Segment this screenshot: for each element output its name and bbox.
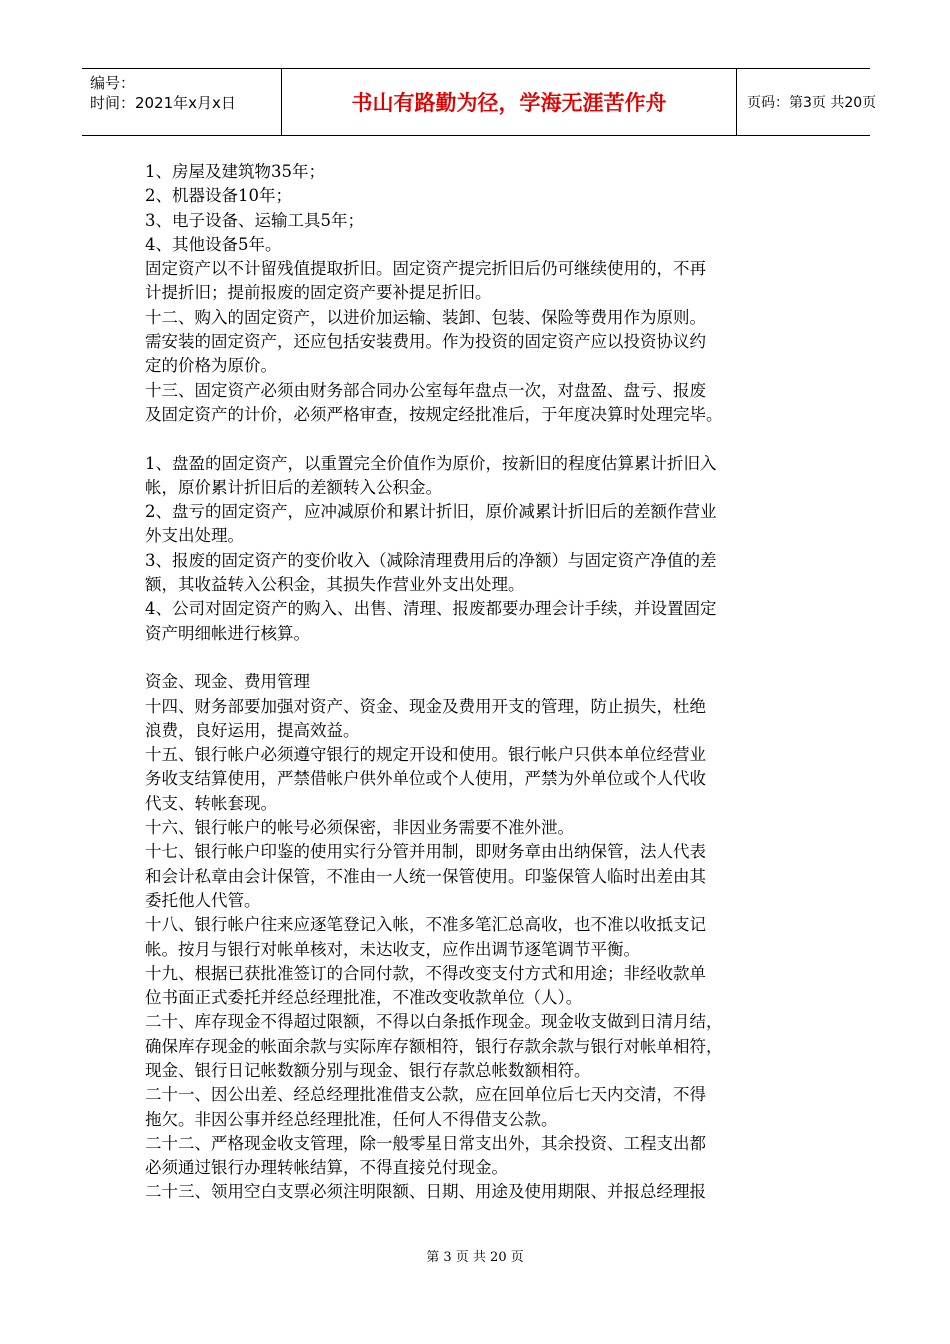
text-line: 十四、财务部要加强对资产、资金、现金及费用开支的管理，防止损失，杜绝 bbox=[145, 696, 706, 716]
text-line: 现金、银行日记帐数额分别与现金、银行存款总帐数额相符。 bbox=[145, 1060, 591, 1080]
text-line: 3、电子设备、运输工具5年； bbox=[145, 210, 364, 230]
text-line: 二十三、领用空白支票必须注明限额、日期、用途及使用期限、并报总经理报 bbox=[145, 1182, 706, 1202]
document-date-label: 时间：2021年x月x日 bbox=[90, 94, 236, 112]
text-line: 十七、银行帐户印鉴的使用实行分管并用制，即财务章由出纳保管，法人代表 bbox=[145, 842, 706, 862]
text-line: 计提折旧；提前报废的固定资产要补提足折旧。 bbox=[145, 283, 492, 303]
text-line: 和会计私章由会计保管，不准由一人统一保管使用。印鉴保管人临时出差由其 bbox=[145, 866, 706, 886]
text-line: 资产明细帐进行核算。 bbox=[145, 623, 310, 643]
text-line: 委托他人代管。 bbox=[145, 890, 261, 910]
header-slogan: 书山有路勤为径，学海无涯苦作舟 bbox=[282, 69, 737, 135]
text-line: 2、机器设备10年； bbox=[145, 186, 292, 206]
text-line: 务收支结算使用，严禁借帐户供外单位或个人使用，严禁为外单位或个人代收 bbox=[145, 769, 706, 789]
text-line: 十三、固定资产必须由财务部合同办公室每年盘点一次，对盘盈、盘亏、报废 bbox=[145, 380, 706, 400]
text-line: 帐。按月与银行对帐单核对，未达收支，应作出调节逐笔调节平衡。 bbox=[145, 939, 640, 959]
text-line: 帐，原价累计折旧后的差额转入公积金。 bbox=[145, 477, 442, 497]
text-line: 1、房屋及建筑物35年； bbox=[145, 162, 325, 181]
text-line: 定的价格为原价。 bbox=[145, 356, 277, 376]
text-line: 2、盘亏的固定资产，应冲减原价和累计折旧，原价减累计折旧后的差额作营业 bbox=[145, 502, 717, 522]
page-footer: 第 3 页 共 20 页 bbox=[426, 1250, 524, 1265]
blank-line bbox=[145, 427, 807, 451]
text-line: 资金、现金、费用管理 bbox=[145, 672, 310, 692]
text-line: 二十、库存现金不得超过限额，不得以白条抵作现金。现金收支做到日清月结， bbox=[145, 1012, 723, 1032]
text-line: 及固定资产的计价，必须严格审查，按规定经批准后，于年度决算时处理完毕。 bbox=[145, 404, 723, 424]
text-line: 十八、银行帐户往来应逐笔登记入帐，不准多笔汇总高收，也不准以收抵支记 bbox=[145, 915, 706, 935]
text-line: 额，其收益转入公积金，其损失作营业外支出处理。 bbox=[145, 575, 525, 595]
text-line: 4、其他设备5年。 bbox=[145, 234, 282, 254]
text-line: 十六、银行帐户的帐号必须保密，非因业务需要不准外泄。 bbox=[145, 818, 574, 838]
page-header bbox=[82, 68, 877, 136]
text-line: 二十一、因公出差、经总经理批准借支公款，应在回单位后七天内交清，不得 bbox=[145, 1085, 706, 1105]
text-line: 代支、转帐套现。 bbox=[145, 793, 277, 813]
text-line: 固定资产以不计留残值提取折旧。固定资产提完折旧后仍可继续使用的，不再 bbox=[145, 259, 706, 279]
text-line: 十五、银行帐户必须遵守银行的规定开设和使用。银行帐户只供本单位经营业 bbox=[145, 745, 706, 765]
text-line: 3、报废的固定资产的变价收入（减除清理费用后的净额）与固定资产净值的差 bbox=[145, 550, 717, 570]
blank-line bbox=[145, 646, 807, 670]
text-line: 二十二、严格现金收支管理，除一般零星日常支出外，其余投资、工程支出都 bbox=[145, 1133, 706, 1153]
text-line: 十二、购入的固定资产，以进价加运输、装卸、包装、保险等费用作为原则。 bbox=[145, 307, 706, 327]
header-page-info: 页码：第3页 共20页 bbox=[747, 95, 877, 111]
header-meta bbox=[82, 69, 282, 135]
text-line: 外支出处理。 bbox=[145, 526, 244, 546]
text-line: 确保库存现金的帐面余款与实际库存额相符，银行存款余款与银行对帐单相符， bbox=[145, 1036, 723, 1056]
text-line: 4、公司对固定资产的购入、出售、清理、报废都要办理会计手续，并设置固定 bbox=[145, 599, 717, 619]
text-line: 拖欠。非因公事并经总经理批准，任何人不得借支公款。 bbox=[145, 1109, 558, 1129]
text-line: 浪费，良好运用，提高效益。 bbox=[145, 720, 360, 740]
text-line: 必须通过银行办理转帐结算，不得直接兑付现金。 bbox=[145, 1158, 508, 1178]
document-body bbox=[145, 160, 807, 1205]
text-line: 位书面正式委托并经总经理批准，不准改变收款单位（人）。 bbox=[145, 988, 583, 1008]
text-line: 1、盘盈的固定资产，以重置完全价值作为原价，按新旧的程度估算累计折旧入 bbox=[145, 453, 717, 473]
text-line: 十九、根据已获批准签订的合同付款，不得改变支付方式和用途；非经收款单 bbox=[145, 963, 706, 983]
document-number-label: 编号： bbox=[90, 74, 136, 92]
text-line: 需安装的固定资产，还应包括安装费用。作为投资的固定资产应以投资协议约 bbox=[145, 332, 706, 352]
